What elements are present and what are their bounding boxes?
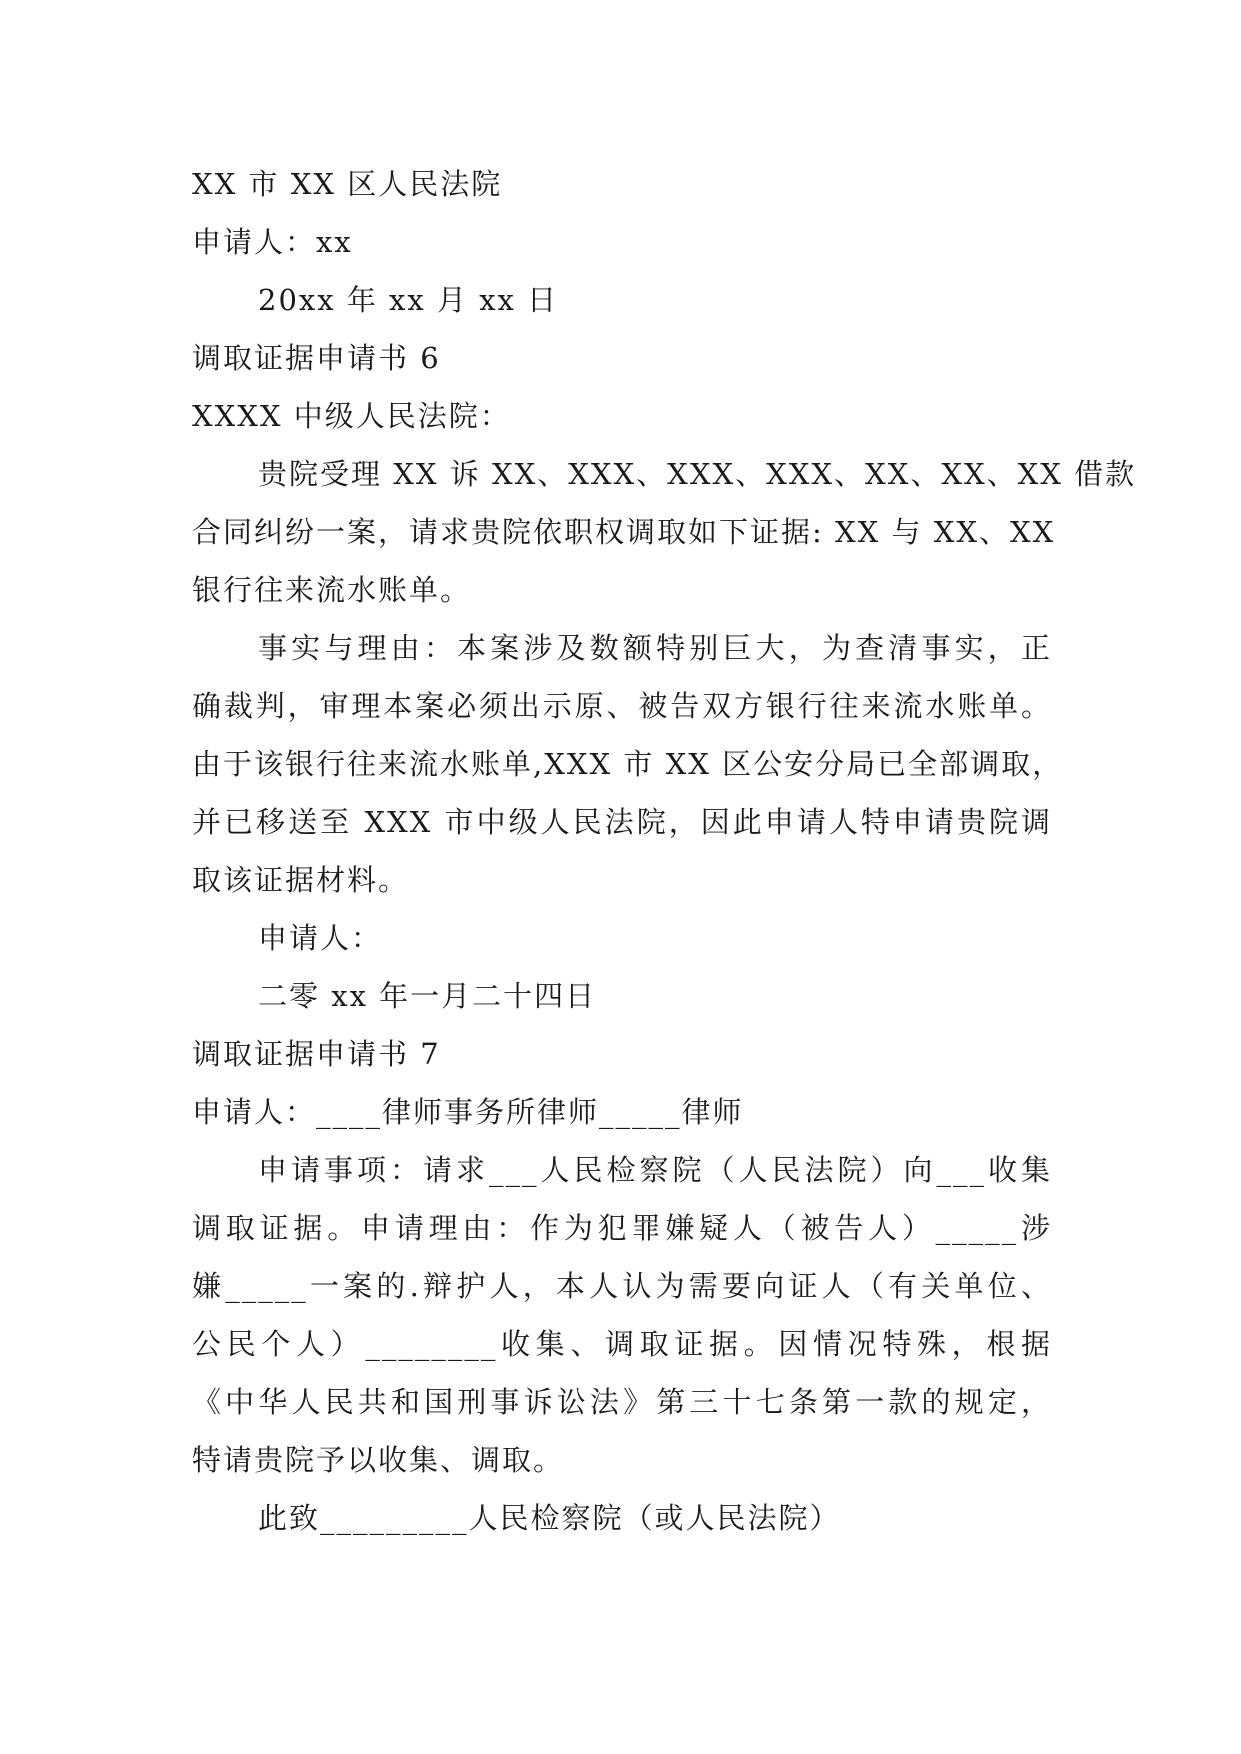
signature-label: 申请人： <box>258 921 383 955</box>
paragraph-line: 银行往来流水账单。 <box>192 573 472 607</box>
document-body <box>192 155 1137 1547</box>
application-paragraph <box>192 1141 1052 1489</box>
paragraph-line: 嫌_____一案的.辩护人，本人认为需要向证人（有关单位、 <box>192 1269 1052 1303</box>
paragraph-line: 调取证据。申请理由：作为犯罪嫌疑人（被告人）_____涉 <box>192 1211 1052 1245</box>
paragraph-line: 并已移送至 XXX 市中级人民法院，因此申请人特申请贵院调 <box>192 805 1052 839</box>
paragraph-line: 特请贵院予以收集、调取。 <box>192 1443 565 1477</box>
section-title-6: 调取证据申请书 6 <box>192 341 441 375</box>
paragraph-line: 确裁判，审理本案必须出示原、被告双方银行往来流水账单。 <box>192 689 1052 723</box>
paragraph-line: 合同纠纷一案，请求贵院依职权调取如下证据: XX 与 XX、XX <box>192 515 1056 549</box>
applicant-line-7: 申请人：____律师事务所律师_____律师 <box>192 1095 744 1129</box>
section-title-7: 调取证据申请书 7 <box>192 1037 441 1071</box>
paragraph-line: 申请事项：请求___人民检察院（人民法院）向___收集 <box>258 1153 1052 1187</box>
closing-line: 此致_________人民检察院（或人民法院） <box>258 1501 841 1535</box>
request-paragraph <box>192 445 1137 619</box>
paragraph-line: 由于该银行往来流水账单,XXX 市 XX 区公安分局已全部调取， <box>192 747 1064 781</box>
court-heading: XX 市 XX 区人民法院 <box>192 167 503 201</box>
reasons-paragraph <box>192 619 1064 909</box>
paragraph-line: 公民个人）________收集、调取证据。因情况特殊，根据 <box>192 1327 1052 1361</box>
applicant-line: 申请人：xx <box>192 225 353 259</box>
date-line: 20xx 年 xx 月 xx 日 <box>258 283 559 317</box>
paragraph-line: 取该证据材料。 <box>192 863 410 897</box>
paragraph-line: 贵院受理 XX 诉 XX、XXX、XXX、XXX、XX、XX、XX 借款 <box>258 457 1137 491</box>
addressee-line: XXXX 中级人民法院： <box>192 399 511 433</box>
paragraph-line: 《中华人民共和国刑事诉讼法》第三十七条第一款的规定， <box>192 1385 1052 1419</box>
paragraph-line: 事实与理由：本案涉及数额特别巨大，为查清事实，正 <box>258 631 1052 665</box>
signature-date: 二零 xx 年一月二十四日 <box>258 979 597 1013</box>
